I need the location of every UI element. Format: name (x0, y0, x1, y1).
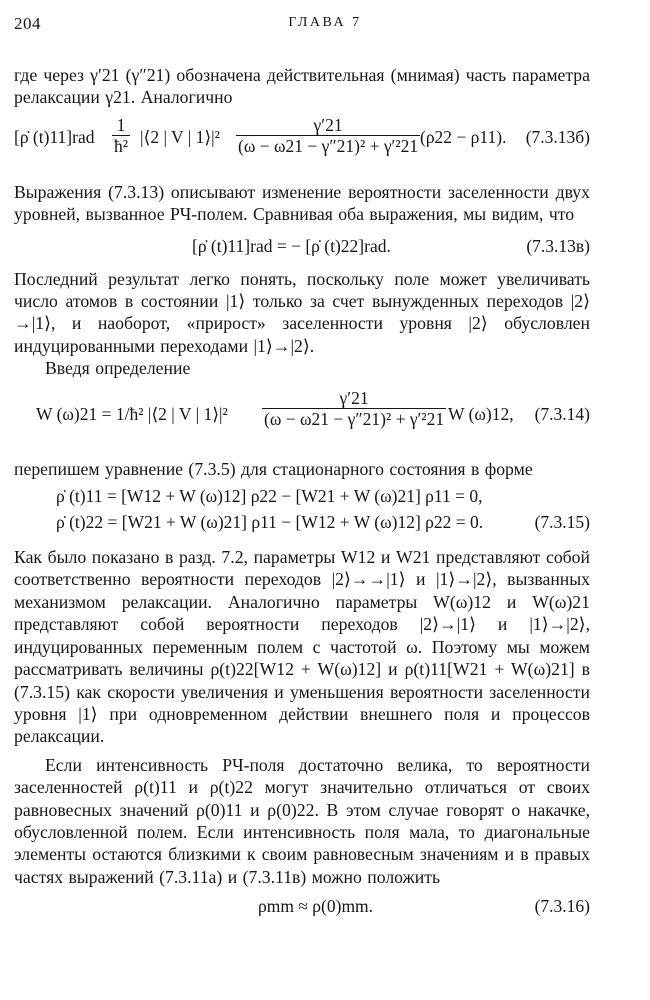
eq14-fraction (262, 388, 446, 429)
eq13b-fraction-num: γ′21 (236, 115, 420, 136)
equation-7-3-14 (14, 384, 590, 448)
paragraph-5: перепишем уравнение (7.3.5) для стационарного состояния в форме (14, 458, 533, 479)
eq14-lhs: W (ω)21 = 1/ħ² |⟨2 | V | 1⟩|² (36, 403, 228, 424)
paragraph-6: Как было показано в разд. 7.2, параметры W12 и W21 представляют собой соответственно вероятности переходов |2⟩→→|1⟩ и |1⟩→|2⟩, вызванных механизмом релаксации. Аналогично параметры W(ω)12 и W(ω)21 представляют собой вероятности переходов |2⟩→|1⟩ и |1⟩→|2⟩, индуцированных переменным полем с частотой ω. Поэтому мы можем рассматривать величины ρ(t)22[W12 + W(ω)12] и ρ(t)11[W21 + W(ω)21] в (7.3.15) как скорости увеличения и уменьшения вероятности заселенности уровня |1⟩ при одновременном действии внешнего поля и процессов релаксации. (14, 547, 590, 747)
eq13b-factor (112, 115, 130, 156)
eq14-number: (7.3.14) (534, 403, 590, 424)
eq13b-factor-num: 1 (112, 115, 130, 136)
eq13b-fraction-den: (ω − ω21 − γ″21)² + γ′²21 (238, 135, 419, 156)
running-head: ГЛАВА 7 (288, 15, 362, 30)
equation-7-3-13v (14, 232, 590, 262)
eq13b-fraction (236, 115, 420, 156)
eq13v-number: (7.3.13в) (526, 235, 590, 256)
eq13b-tail: (ρ22 − ρ11). (420, 126, 507, 147)
eq14-fraction-den: (ω − ω21 − γ″21)² + γ′²21 (264, 408, 445, 429)
equation-7-3-16 (14, 894, 590, 922)
eq13b-matrix-element: |⟨2 | V | 1⟩|² (140, 126, 220, 147)
page-number: 204 (14, 14, 41, 33)
eq15-line-1: ρ̇ (t)11 = [W12 + W (ω)12] ρ22 − [W21 + W (ω)21] ρ11 = 0, (56, 486, 483, 507)
eq16-number: (7.3.16) (534, 896, 590, 917)
eq13b-lhs: [ρ̇ (t)11]rad (14, 126, 95, 147)
eq16-formula: ρmm ≈ ρ(0)mm. (258, 896, 374, 917)
eq13b-factor-den: ħ² (114, 135, 128, 156)
paragraph-1: где через γ′21 (γ″21) обозначена действительная (мнимая) часть параметра релаксации γ21. Аналогично (14, 65, 590, 108)
eq13v-formula: [ρ̇ (t)11]rad = − [ρ̇ (t)22]rad. (192, 235, 391, 256)
page-body (14, 64, 590, 922)
paragraph-7: Если интенсивность РЧ-поля достаточно велика, то вероятности заселенностей ρ(t)11 и ρ(t)22 могут значительно отличаться от своих равновесных значений ρ(0)11 и ρ(0)22. В этом случае говорят о накачке, обусловленной полем. Если интенсивность поля мала, то диагональные элементы остаются близкими к своим равновесным значениям и в правых частях выражений (7.3.11а) и (7.3.11в) можно положить (14, 754, 590, 887)
eq15-number: (7.3.15) (534, 512, 590, 533)
eq14-fraction-num: γ′21 (262, 388, 446, 409)
page-header (14, 14, 636, 36)
paragraph-4: Введя определение (45, 358, 191, 379)
equation-7-3-13b (14, 115, 590, 173)
paragraph-3: Последний результат легко понять, поскольку поле может увеличивать число атомов в состоянии |1⟩ только за счет вынужденных переходов |2⟩→|1⟩, и наоборот, «прирост» заселенности уровня |2⟩ обусловлен индуцированными переходами |1⟩→|2⟩. (14, 268, 590, 356)
equation-7-3-15 (14, 484, 590, 538)
paragraph-2: Выражения (7.3.13) описывают изменение вероятности заселенности двух уровней, вызванное РЧ-полем. Сравнивая оба выражения, мы видим, что (14, 181, 590, 225)
eq15-line-2: ρ̇ (t)22 = [W21 + W (ω)21] ρ11 − [W12 + W (ω)12] ρ22 = 0. (56, 512, 484, 533)
eq14-tail: W (ω)12, (448, 403, 514, 424)
eq13b-number: (7.3.13б) (525, 126, 590, 147)
